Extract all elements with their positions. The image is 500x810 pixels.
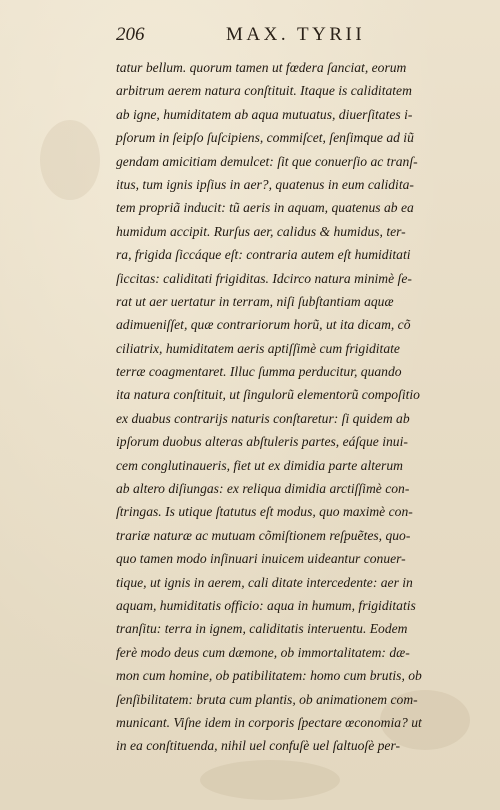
text-line: adimueniſſet, quæ contrariorum horũ, ut ita dicam, cõ	[116, 317, 411, 333]
text-line: ab igne, humiditatem ab aqua mutuatus, diuerſitates i-	[116, 106, 413, 122]
text-line: municant. Viſne idem in corporis ſpectare œconomia? ut	[116, 714, 422, 730]
text-line: cem conglutinaueris, fiet ut ex dimidia parte alterum	[116, 457, 403, 473]
body-text	[116, 56, 474, 758]
text-line: arbitrum aerem natura conſtituit. Itaque is caliditatem	[116, 83, 412, 99]
text-line: ra, frigida ſiccáque eſt: contraria autem eſt humiditati	[116, 247, 411, 263]
paper-stain	[200, 760, 340, 800]
paper-stain	[40, 120, 100, 200]
text-line: trariæ naturæ ac mutuam cõmiſtionem reſpuẽtes, quo-	[116, 527, 411, 543]
text-line: tranſitu: terra in ignem, caliditatis interuentu. Eodem	[116, 621, 408, 637]
text-line: ſenſibilitatem: bruta cum plantis, ob animationem com-	[116, 691, 418, 707]
text-line: itus, tum ignis ipſius in aer?, quatenus in eum calidita-	[116, 176, 414, 192]
text-line: terræ coagmentaret. Illuc ſumma perducitur, quando	[116, 364, 402, 380]
text-line: in ea conſtituenda, nihil uel confuſè uel ſaltuoſè per-	[116, 738, 401, 754]
text-line: quo tamen modo inſinuari inuicem uideantur conuer-	[116, 551, 406, 567]
text-line: ferè modo deus cum dæmone, ob immortalitatem: dæ-	[116, 644, 410, 660]
text-line: tique, ut ignis in aerem, cali ditate intercedente: aer in	[116, 574, 413, 590]
text-line: mon cum homine, ob patibilitatem: homo cum brutis, ob	[116, 668, 422, 684]
text-line: aquam, humiditatis officio: aqua in humum, frigiditatis	[116, 597, 416, 613]
text-line: ipſorum duobus alteras abſtuleris partes, eáſque inui-	[116, 434, 408, 450]
text-line: ita natura conſtituit, ut ſingulorũ elementorũ compoſitio	[116, 387, 420, 403]
text-line: gendam amicitiam demulcet: ſit que conuerſio ac tranſ-	[116, 153, 418, 169]
text-line: pſorum in ſeipſo ſuſcipiens, commiſcet, ſenſimque ad iũ	[116, 130, 414, 146]
page-header	[116, 20, 471, 48]
text-line: ſiccitas: caliditati frigiditas. Idcirco natura minimè ſe-	[116, 270, 412, 286]
text-line: ex duabus contrarijs naturis conſtaretur: ſi quidem ab	[116, 410, 410, 426]
page-number: 206	[116, 24, 145, 45]
text-line: ſtringas. Is utique ſtatutus eſt modus, quo maximè con-	[116, 504, 413, 520]
text-line: rat ut aer uertatur in terram, niſi ſubſtantiam aquæ	[116, 293, 394, 309]
text-line: ab altero diſiungas: ex reliqua dimidia arctiſſimè con-	[116, 481, 410, 497]
text-line: ciliatrix, humiditatem aeris aptiſſimè cum frigiditate	[116, 340, 400, 356]
running-head: MAX. TYRII	[226, 24, 366, 45]
text-line: tatur bellum. quorum tamen ut fœdera ſanciat, eorum	[116, 60, 407, 75]
text-line: tem propriã inducit: tũ aeris in aquam, quatenus ab ea	[116, 200, 414, 216]
text-line: humidum accipit. Rurſus aer, calidus & humidus, ter-	[116, 223, 406, 239]
